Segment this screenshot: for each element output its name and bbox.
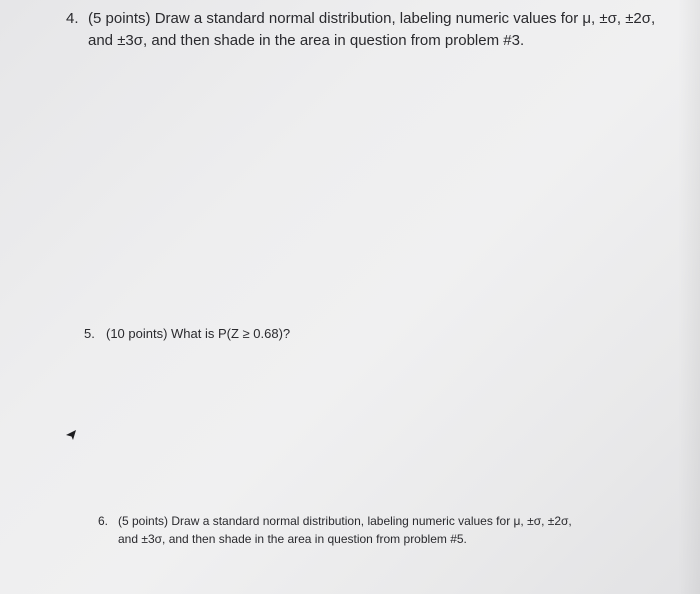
question-text-line: and ±3σ, and then shade in the area in question from problem #3. bbox=[88, 32, 525, 49]
question-number: 6. bbox=[98, 514, 109, 528]
question-number: 5. bbox=[84, 326, 95, 341]
page-edge-shadow bbox=[678, 0, 700, 594]
question-text-line: (10 points) What is P(Z ≥ 0.68)? bbox=[106, 326, 291, 341]
question-number: 4. bbox=[66, 10, 79, 27]
question-5 bbox=[84, 324, 290, 344]
question-4 bbox=[66, 8, 655, 52]
question-text-line: (5 points) Draw a standard normal distribution, labeling numeric values for μ, ±σ, ±2σ, bbox=[88, 10, 656, 27]
question-text bbox=[106, 324, 290, 344]
question-6 bbox=[98, 512, 572, 548]
question-text-line: and ±3σ, and then shade in the area in question from problem #5. bbox=[118, 532, 467, 546]
mouse-pointer-icon bbox=[64, 428, 78, 442]
question-text bbox=[118, 512, 572, 548]
question-text-line: (5 points) Draw a standard normal distribution, labeling numeric values for μ, ±σ, ±2σ, bbox=[118, 514, 572, 528]
question-text bbox=[88, 8, 655, 52]
